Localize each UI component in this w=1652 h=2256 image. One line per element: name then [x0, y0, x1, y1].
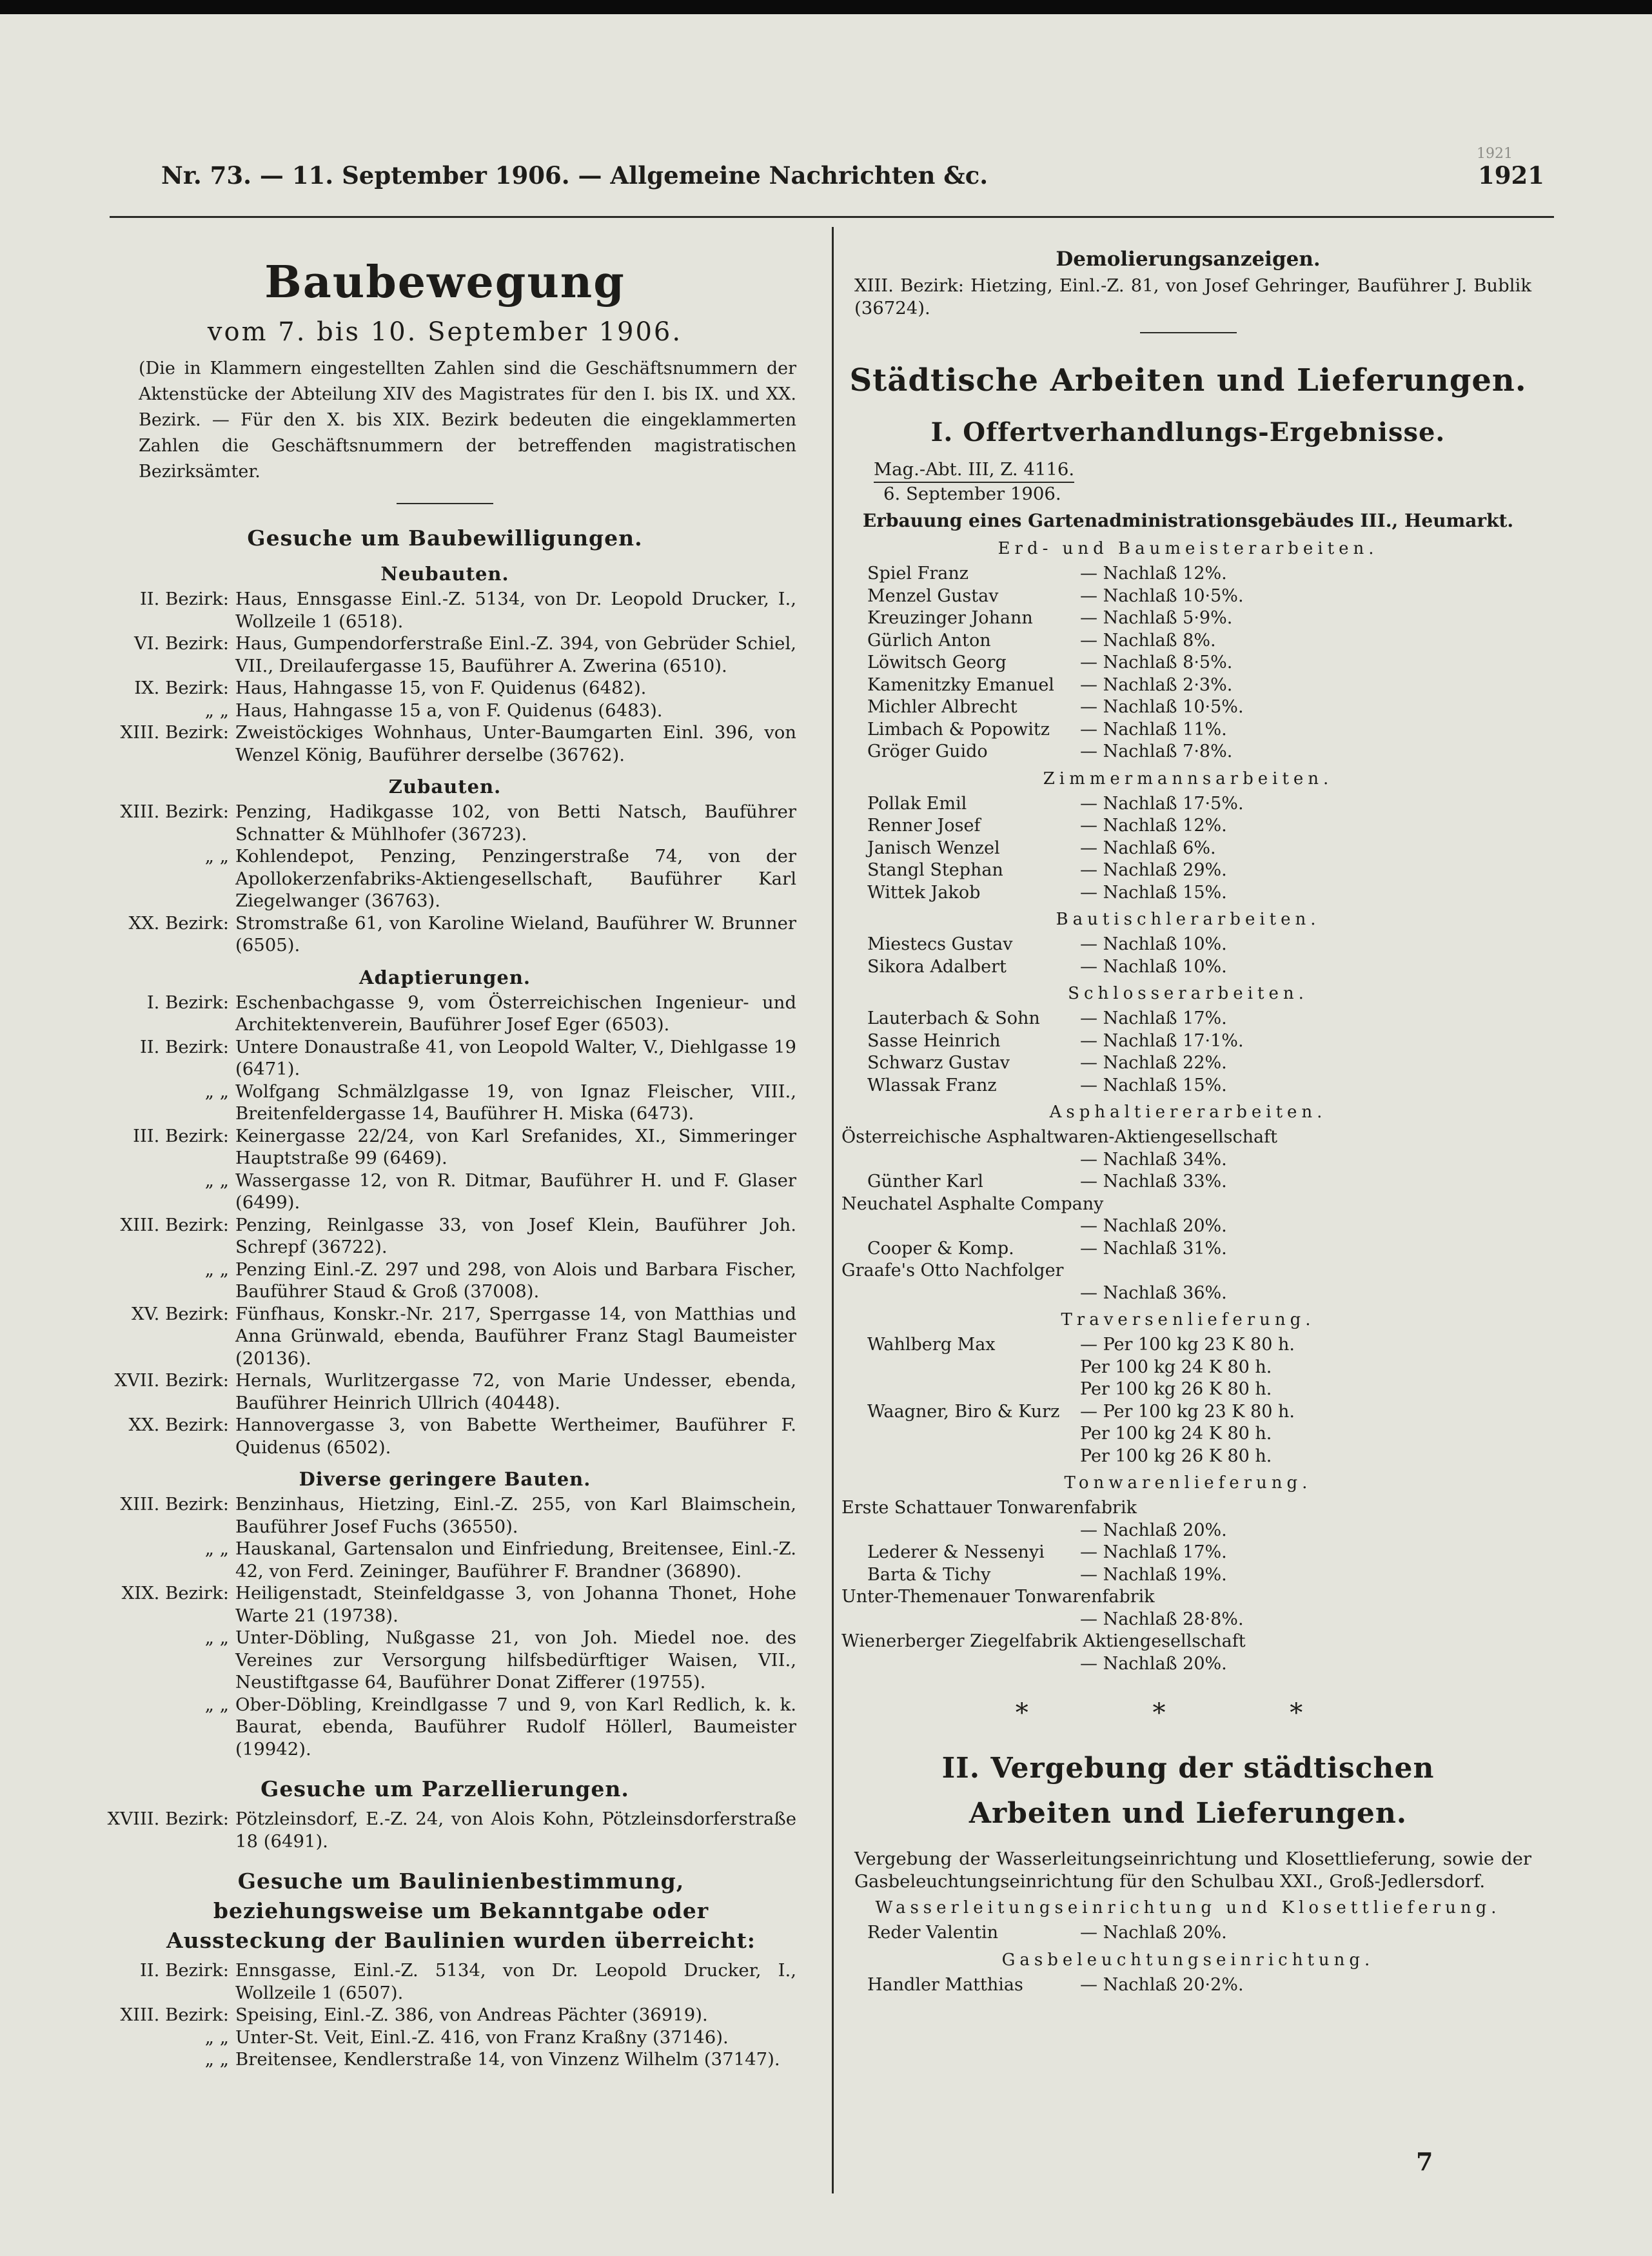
subsection-heading: Adaptierungen.: [359, 966, 531, 988]
bid-value: Per 100 kg 24 K 80 h.: [1080, 1357, 1272, 1377]
district-entry: [81, 1627, 809, 1694]
entry-text: Hauskanal, Gartensalon und Einfriedung, Breitensee, Einl.-Z. 42, von Ferd. Zeininger, Bauführer F. Brandner (36890).: [235, 1538, 796, 1582]
subsection-heading: Diverse geringere Bauten.: [299, 1468, 591, 1490]
district-label: „ „: [204, 1694, 229, 1715]
bidder-name: Wittek Jakob: [867, 882, 981, 903]
bidder-name: Handler Matthias: [867, 1974, 1023, 1995]
bidder-name: Erste Schattauer Tonwarenfabrik: [841, 1498, 1137, 1518]
district-entry: [81, 1303, 809, 1370]
bid-value: — Nachlaß 22%.: [1080, 1053, 1227, 1073]
bid-category-title: Traversenlieferung.: [1061, 1310, 1315, 1329]
bid-row: [832, 859, 1544, 882]
bidder-name: Unter-Themenauer Tonwarenfabrik: [841, 1587, 1155, 1607]
section-heading: Gesuche um Parzellierungen.: [261, 1776, 629, 1801]
section-title: Städtische Arbeiten und Lieferungen.: [849, 362, 1527, 398]
bid-value: — Per 100 kg 23 K 80 h.: [1080, 1401, 1295, 1422]
district-entry: [81, 1959, 809, 2004]
bid-row: [832, 1922, 1544, 1945]
bidder-name: Lederer & Nessenyi: [867, 1542, 1045, 1562]
district-label: XIII. Bezirk:: [120, 1214, 229, 1235]
bidder-name: Lauterbach & Sohn: [867, 1008, 1040, 1028]
bid-row: [832, 1542, 1544, 1564]
bid-row: [832, 1586, 1544, 1631]
bidder-name: Stangl Stephan: [867, 860, 1003, 880]
bid-row: [832, 793, 1544, 816]
bid-value: — Nachlaß 2·3%.: [1080, 674, 1233, 695]
bid-value: — Nachlaß 12%.: [1080, 564, 1227, 584]
bid-row: [832, 1126, 1544, 1171]
bidder-name: Waagner, Biro & Kurz: [867, 1401, 1060, 1422]
bidder-name: Gürlich Anton: [867, 630, 991, 651]
district-label: VI. Bezirk:: [133, 633, 229, 654]
district-label: „ „: [204, 1259, 229, 1280]
bid-row: [832, 1260, 1544, 1304]
district-label: II. Bezirk:: [139, 589, 229, 609]
section-title: II. Vergebung der städtischen Arbeiten und Lieferungen.: [941, 1752, 1435, 1830]
bid-row: [832, 1008, 1544, 1030]
vergebung-intro: Vergebung der Wasserleitungseinrichtung und Klosettlieferung, sowie der Gasbeleuchtungseinrichtung für den Schulbau XXI., Groß-Jedlersdorf.: [854, 1849, 1531, 1892]
bid-value: — Nachlaß 31%.: [1080, 1238, 1227, 1259]
bid-category-title: Erd- und Baumeisterarbeiten.: [998, 539, 1379, 558]
subsection-heading: Neubauten.: [380, 563, 509, 585]
bid-value: — Nachlaß 5·9%.: [1080, 608, 1233, 628]
district-entry: [81, 1125, 809, 1170]
district-entry: [81, 801, 809, 845]
district-label: XIII. Bezirk:: [120, 1494, 229, 1515]
bid-value: — Nachlaß 20%.: [1080, 1653, 1227, 1674]
parzellierungen-list: [81, 1808, 809, 1852]
entry-text: Unter-Döbling, Nußgasse 21, von Joh. Miedel noe. des Vereines zur Versorgung hilfsbedürftiger Waisen, VII., Neustiftgasse 64, Bauführer Donat Zifferer (19755).: [235, 1627, 796, 1692]
bid-row: [832, 1497, 1544, 1542]
bid-value: Per 100 kg 26 K 80 h.: [1080, 1446, 1272, 1466]
entry-text: Speising, Einl.-Z. 386, von Andreas Pächter (36919).: [235, 2005, 708, 2025]
bidder-name: Menzel Gustav: [867, 585, 999, 606]
district-label: III. Bezirk:: [133, 1125, 229, 1146]
bid-value: — Nachlaß 8·5%.: [1080, 652, 1233, 672]
bid-row: [832, 719, 1544, 741]
district-entry: [81, 2048, 809, 2071]
header-rule: [110, 216, 1554, 218]
bid-row: [832, 674, 1544, 697]
bid-value: — Nachlaß 17·5%.: [1080, 793, 1244, 814]
entry-text: Penzing Einl.-Z. 297 und 298, von Alois und Barbara Fischer, Bauführer Staud & Groß (37008).: [235, 1259, 796, 1302]
divider: [397, 503, 493, 504]
entry-text: Unter-St. Veit, Einl.-Z. 416, von Franz Kraßny (37146).: [235, 2026, 729, 2048]
bid-category-title: Schlosserarbeiten.: [1068, 984, 1308, 1003]
district-label: XV. Bezirk:: [132, 1303, 229, 1324]
district-entry: [81, 2004, 809, 2026]
district-label: I. Bezirk:: [146, 992, 229, 1013]
bid-row: [832, 1974, 1544, 1997]
district-label: „ „: [204, 2026, 229, 2048]
bidder-name: Barta & Tichy: [867, 1564, 991, 1585]
bid-value: — Nachlaß 29%.: [1080, 860, 1227, 880]
district-label: XIII. Bezirk:: [120, 2005, 229, 2025]
district-entry: [81, 1036, 809, 1081]
bidder-name: Wlassak Franz: [867, 1075, 997, 1095]
zubauten-list: [81, 801, 809, 957]
bidder-name: Neuchatel Asphalte Company: [841, 1193, 1104, 1214]
entry-text: Wolfgang Schmälzlgasse 19, von Ignaz Fleischer, VIII., Breitenfeldergasse 14, Bauführer H. Miska (6473).: [235, 1081, 796, 1124]
district-entry: [81, 1214, 809, 1259]
bidder-name: Cooper & Komp.: [867, 1238, 1014, 1259]
bid-value: — Nachlaß 19%.: [1080, 1564, 1227, 1585]
bidder-name: Graafe's Otto Nachfolger: [841, 1260, 1064, 1280]
bidder-name: Sasse Heinrich: [867, 1030, 1001, 1051]
demolition-entry: XIII. Bezirk: Hietzing, Einl.-Z. 81, von Josef Gehringer, Bauführer J. Bublik (36724).: [854, 275, 1531, 319]
bid-row: [832, 815, 1544, 838]
bidder-name: Löwitsch Georg: [867, 652, 1007, 672]
bid-value: — Nachlaß 15%.: [1080, 1075, 1227, 1095]
bid-row: [832, 838, 1544, 860]
bid-value: — Nachlaß 33%.: [1080, 1172, 1227, 1192]
district-label: „ „: [204, 846, 229, 867]
district-entry: [81, 700, 809, 722]
bid-value: — Nachlaß 28·8%.: [1080, 1609, 1244, 1629]
bidder-name: Kreuzinger Johann: [867, 608, 1033, 628]
district-label: „ „: [204, 1170, 229, 1191]
entry-text: Wassergasse 12, von R. Ditmar, Bauführer H. und F. Glaser (6499).: [235, 1170, 796, 1213]
bid-value: — Per 100 kg 23 K 80 h.: [1080, 1335, 1295, 1355]
district-entry: [81, 1414, 809, 1458]
entry-text: Heiligenstadt, Steinfeldgasse 3, von Johanna Thonet, Hohe Warte 21 (19738).: [235, 1583, 796, 1626]
reference-date: 6. September 1906.: [883, 484, 1061, 504]
district-label: XVIII. Bezirk:: [107, 1809, 229, 1829]
section-heading: Demolierungsanzeigen.: [1056, 248, 1321, 271]
district-entry: [81, 721, 809, 766]
bid-row: [832, 934, 1544, 956]
bid-value: — Nachlaß 17·1%.: [1080, 1030, 1244, 1051]
bidder-name: Günther Karl: [867, 1172, 983, 1192]
bid-row: [832, 1193, 1544, 1238]
district-entry: [81, 992, 809, 1036]
bid-row: [832, 1446, 1544, 1468]
right-column: [832, 240, 1544, 1996]
entry-text: Benzinhaus, Hietzing, Einl.-Z. 255, von Karl Blaimschein, Bauführer Josef Fuchs (36550).: [235, 1494, 796, 1537]
bidder-name: Sikora Adalbert: [867, 956, 1007, 977]
bid-value: — Nachlaß 10·5%.: [1080, 585, 1244, 606]
entry-text: Zweistöckiges Wohnhaus, Unter-Baumgarten Einl. 396, von Wenzel König, Bauführer derselbe (36762).: [235, 722, 796, 765]
neubauten-list: [81, 588, 809, 766]
left-column: [81, 240, 809, 2071]
header-page-number: 1921: [1478, 161, 1544, 190]
district-label: XIX. Bezirk:: [121, 1583, 229, 1604]
bid-category-title: Gasbeleuchtungseinrichtung.: [1001, 1950, 1375, 1970]
bid-value: — Nachlaß 11%.: [1080, 719, 1227, 740]
bid-categories: [832, 537, 1544, 1675]
district-entry: [81, 633, 809, 677]
bid-row: [832, 1631, 1544, 1675]
entry-text: Pötzleinsdorf, E.-Z. 24, von Alois Kohn, Pötzleinsdorferstraße 18 (6491).: [235, 1809, 796, 1852]
district-entry: [81, 1369, 809, 1414]
district-label: „ „: [204, 2049, 229, 2070]
vergebung-categories: [832, 1896, 1544, 1996]
bid-row: [832, 1564, 1544, 1587]
district-label: „ „: [204, 1081, 229, 1102]
district-entry: [81, 1170, 809, 1214]
section-heading: Gesuche um Baubewilligungen.: [247, 525, 643, 551]
district-entry: [81, 1582, 809, 1627]
district-entry: [81, 1808, 809, 1852]
bid-row: [832, 1334, 1544, 1357]
work-title: Erbauung eines Gartenadministrationsgebäudes III., Heumarkt.: [862, 510, 1514, 531]
section-heading: Gesuche um Baulinienbestimmung, beziehungsweise um Bekanntgabe oder Aussteckung der Baulinien wurden überreicht:: [166, 1869, 756, 1953]
district-entry: [81, 912, 809, 957]
bid-value: Per 100 kg 24 K 80 h.: [1080, 1424, 1272, 1444]
bid-category-title: Tonwarenlieferung.: [1064, 1473, 1312, 1493]
bid-row: [832, 607, 1544, 630]
bid-value: — Nachlaß 20%.: [1080, 1520, 1227, 1540]
bidder-name: Kamenitzky Emanuel: [867, 674, 1054, 695]
district-entry: [81, 588, 809, 633]
subsection-heading: Zubauten.: [388, 776, 502, 798]
corner-stamp: 1921: [1477, 146, 1513, 162]
district-entry: [81, 677, 809, 700]
bid-value: — Nachlaß 34%.: [1080, 1149, 1227, 1170]
bid-category-title: Zimmermannsarbeiten.: [1043, 769, 1333, 789]
adaptierungen-list: [81, 992, 809, 1459]
newspaper-page: [0, 14, 1652, 2256]
bid-category-title: Wasserleitungseinrichtung und Klosettlieferung.: [875, 1898, 1501, 1918]
entry-text: Kohlendepot, Penzing, Penzingerstraße 74, von der Apollokerzenfabriks-Aktiengesellschaft, Bauführer Karl Ziegelwanger (36763).: [235, 846, 796, 911]
running-header: [161, 161, 1544, 200]
bidder-name: Renner Josef: [867, 816, 981, 836]
entry-text: Ennsgasse, Einl.-Z. 5134, von Dr. Leopold Drucker, I., Wollzeile 1 (6507).: [235, 1960, 796, 2003]
bid-value: — Nachlaß 15%.: [1080, 882, 1227, 903]
district-label: XVII. Bezirk:: [114, 1370, 229, 1391]
bidder-name: Wahlberg Max: [867, 1335, 996, 1355]
bid-row: [832, 585, 1544, 608]
entry-text: Haus, Hahngasse 15, von F. Quidenus (6482).: [235, 678, 647, 698]
bidder-name: Reder Valentin: [867, 1923, 999, 1943]
bid-value: — Nachlaß 7·8%.: [1080, 741, 1233, 761]
bidder-name: Janisch Wenzel: [867, 838, 1000, 858]
header-issue-line: Nr. 73. — 11. September 1906. — Allgemeine Nachrichten &c.: [161, 161, 988, 190]
district-label: XX. Bezirk:: [128, 912, 229, 934]
district-entry: [81, 845, 809, 912]
bidder-name: Spiel Franz: [867, 564, 969, 584]
district-label: „ „: [204, 1538, 229, 1559]
entry-text: Haus, Ennsgasse Einl.-Z. 5134, von Dr. Leopold Drucker, I., Wollzeile 1 (6518).: [235, 589, 796, 632]
bid-value: — Nachlaß 20%.: [1080, 1923, 1227, 1943]
page-title: Baubewegung: [264, 257, 625, 308]
section-subtitle: I. Offertverhandlungs-Ergebnisse.: [930, 417, 1446, 447]
bidder-name: Wienerberger Ziegelfabrik Aktiengesellschaft: [841, 1631, 1246, 1651]
district-label: „ „: [204, 1627, 229, 1648]
divider: [1140, 332, 1237, 333]
editorial-note: (Die in Klammern eingestellten Zahlen sind die Geschäftsnummern der Aktenstücke der Abteilung XIV des Magistrates für den I. bis IX. und XX. Bezirk. — Für den X. bis XIX. Bezirk bedeuten die eingeklammerten Zahlen die Geschäftsnummern der betreffenden magistratischen Bezirksämter.: [139, 358, 796, 482]
bid-value: — Nachlaß 17%.: [1080, 1008, 1227, 1028]
bidder-name: Michler Albrecht: [867, 697, 1018, 717]
bid-value: — Nachlaß 10%.: [1080, 934, 1227, 954]
bid-row: [832, 1238, 1544, 1260]
bid-row: [832, 1075, 1544, 1097]
bid-category-title: Asphaltiererarbeiten.: [1049, 1103, 1327, 1122]
bid-row: [832, 1357, 1544, 1379]
reference-number: Mag.-Abt. III, Z. 4116.: [874, 458, 1074, 483]
entry-text: Keinergasse 22/24, von Karl Srefanides, XI., Simmeringer Hauptstraße 99 (6469).: [235, 1125, 796, 1168]
bid-row: [832, 1052, 1544, 1075]
bid-value: — Nachlaß 36%.: [1080, 1282, 1227, 1303]
entry-text: Haus, Hahngasse 15 a, von F. Quidenus (6483).: [235, 700, 663, 721]
bid-row: [832, 652, 1544, 674]
bid-value: — Nachlaß 17%.: [1080, 1542, 1227, 1562]
bid-value: — Nachlaß 6%.: [1080, 838, 1216, 858]
district-label: II. Bezirk:: [139, 1036, 229, 1057]
bid-value: — Nachlaß 10·5%.: [1080, 697, 1244, 717]
bidder-name: Gröger Guido: [867, 741, 988, 761]
bid-row: [832, 882, 1544, 905]
bidder-name: Miestecs Gustav: [867, 934, 1013, 954]
bid-row: [832, 1378, 1544, 1401]
entry-text: Ober-Döbling, Kreindlgasse 7 und 9, von Karl Redlich, k. k. Baurat, ebenda, Bauführer Rudolf Höllerl, Baumeister (19942).: [235, 1694, 796, 1760]
entry-text: Fünfhaus, Konskr.-Nr. 217, Sperrgasse 14, von Matthias und Anna Grünwald, ebenda, Bauführer Franz Stagl Baumeister (20136).: [235, 1303, 796, 1369]
footer-page-number: 7: [1416, 2147, 1433, 2176]
district-label: IX. Bezirk:: [134, 678, 229, 698]
district-label: XIII. Bezirk:: [120, 801, 229, 822]
district-entry: [81, 1081, 809, 1125]
bid-category-title: Bautischlerarbeiten.: [1056, 910, 1321, 929]
district-label: XIII. Bezirk:: [120, 722, 229, 743]
bid-row: [832, 696, 1544, 719]
district-entry: [81, 1259, 809, 1303]
bid-row: [832, 563, 1544, 585]
bid-row: [832, 741, 1544, 763]
district-label: XX. Bezirk:: [128, 1415, 229, 1435]
bid-value: Per 100 kg 26 K 80 h.: [1080, 1379, 1272, 1399]
bidder-name: Schwarz Gustav: [867, 1053, 1010, 1073]
magistrate-reference: [832, 458, 1544, 483]
diverse-list: [81, 1493, 809, 1760]
bid-row: [832, 1401, 1544, 1424]
bid-row: [832, 1171, 1544, 1193]
bid-value: — Nachlaß 12%.: [1080, 816, 1227, 836]
entry-text: Eschenbachgasse 9, vom Österreichischen Ingenieur- und Architektenverein, Bauführer Josef Eger (6503).: [235, 992, 796, 1035]
district-entry: [81, 1493, 809, 1538]
entry-text: Hannovergasse 3, von Babette Wertheimer, Bauführer F. Quidenus (6502).: [235, 1415, 796, 1458]
baulinien-list: [81, 1959, 809, 2071]
bid-row: [832, 630, 1544, 652]
district-label: II. Bezirk:: [139, 1960, 229, 1981]
entry-text: Haus, Gumpendorferstraße Einl.-Z. 394, von Gebrüder Schiel, VII., Dreilaufergasse 15, Bauführer A. Zwerina (6510).: [235, 633, 796, 676]
district-entry: [81, 1694, 809, 1761]
bid-row: [832, 956, 1544, 979]
bid-value: — Nachlaß 20·2%.: [1080, 1974, 1244, 1995]
bid-value: — Nachlaß 8%.: [1080, 630, 1216, 651]
district-label: „ „: [204, 700, 229, 721]
bid-value: — Nachlaß 10%.: [1080, 956, 1227, 977]
section-stars: * * *: [1015, 1698, 1361, 1728]
district-entry: [81, 1538, 809, 1582]
bid-row: [832, 1423, 1544, 1446]
bidder-name: Pollak Emil: [867, 793, 967, 814]
district-entry: [81, 2026, 809, 2049]
bid-value: — Nachlaß 20%.: [1080, 1216, 1227, 1236]
entry-text: Penzing, Reinlgasse 33, von Josef Klein, Bauführer Joh. Schrepf (36722).: [235, 1214, 796, 1257]
entry-text: Breitensee, Kendlerstraße 14, von Vinzenz Wilhelm (37147).: [235, 2049, 780, 2070]
entry-text: Hernals, Wurlitzergasse 72, von Marie Undesser, ebenda, Bauführer Heinrich Ullrich (40448).: [235, 1370, 796, 1413]
date-range: vom 7. bis 10. September 1906.: [207, 317, 683, 347]
entry-text: Stromstraße 61, von Karoline Wieland, Bauführer W. Brunner (6505).: [235, 912, 796, 956]
bidder-name: Österreichische Asphaltwaren-Aktiengesellschaft: [841, 1127, 1277, 1147]
bid-row: [832, 1030, 1544, 1053]
bidder-name: Limbach & Popowitz: [867, 719, 1050, 740]
entry-text: Untere Donaustraße 41, von Leopold Walter, V., Diehlgasse 19 (6471).: [235, 1036, 796, 1079]
entry-text: Penzing, Hadikgasse 102, von Betti Natsch, Bauführer Schnatter & Mühlhofer (36723).: [235, 801, 796, 845]
